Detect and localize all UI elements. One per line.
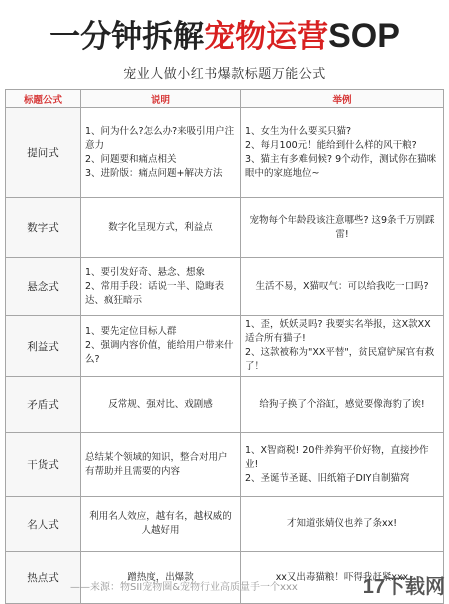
formula-type: 数字式	[6, 198, 81, 258]
formula-description	[81, 316, 241, 377]
formula-example	[241, 108, 444, 198]
example-line: 生活不易，X猫叹气：可以给我吃一口吗?	[255, 280, 429, 292]
table-row	[6, 316, 444, 377]
formula-description	[81, 377, 241, 433]
table-header-row	[6, 90, 444, 108]
table-row	[6, 198, 444, 258]
formula-example	[241, 316, 444, 377]
column-header: 说明	[81, 90, 241, 108]
formula-example	[241, 198, 444, 258]
site-watermark: 17下载网	[362, 576, 445, 598]
formula-description	[81, 258, 241, 316]
description-line: 1、要先定位目标人群	[85, 326, 177, 337]
formula-description	[81, 198, 241, 258]
source-footer: ——来源：物SII宠物圈&宠物行业高质量手一个xxx	[70, 582, 298, 593]
table-row	[6, 108, 444, 198]
formula-example	[241, 377, 444, 433]
page-title	[0, 14, 449, 59]
example-line: xx又出毒猫粮！吓得我赶紧xxx	[275, 571, 409, 583]
example-line: 宠物每个年龄段该注意哪些? 这9条千万别踩雷!	[249, 214, 435, 240]
example-line: 2、这款被称为"XX平替"，贫民窟铲屎官有救了！	[245, 347, 435, 372]
example-line: 2、圣诞节圣诞、旧纸箱子DIY自制猫窝	[245, 472, 410, 484]
formula-type: 矛盾式	[6, 377, 81, 433]
formula-type: 名人式	[6, 497, 81, 552]
description-line: 蹭热度，出爆款	[127, 571, 194, 583]
example-line: 3、猫主有多难伺候? 9个动作，测试你在猫咪眼中的家庭地位~	[245, 153, 437, 179]
description-line: 反常规、强对比、戏剧感	[108, 398, 213, 410]
description-line: 2、常用手段：话说一半、隐晦表达、疯狂暗示	[85, 280, 225, 306]
description-line: 3、进阶版：痛点问题+解决方法	[85, 167, 223, 179]
title-suffix: SOP	[328, 17, 400, 55]
description-line: 2、强调内容价值，能给用户带来什么?	[85, 340, 234, 365]
formula-type: 悬念式	[6, 258, 81, 316]
description-line: 总结某个领域的知识，整合对用户有帮助并且需要的内容	[85, 451, 228, 477]
formula-description	[81, 497, 241, 552]
formula-table	[5, 89, 444, 604]
formula-type: 热点式	[6, 552, 81, 604]
example-line: 才知道张婧仪也养了条xx!	[286, 518, 398, 529]
table-row	[6, 433, 444, 497]
example-line: 1、X智商税! 20件养狗平价好物，直接抄作业!	[245, 444, 429, 470]
example-line: 给狗子换了个浴缸，感觉要像海豹了诶!	[259, 398, 425, 410]
title-prefix: 一分钟拆解	[49, 19, 205, 55]
title-highlight: 宠物运营	[204, 19, 329, 55]
example-line: 2、每月100元！能给到什么样的风干粮?	[245, 139, 417, 151]
table-row	[6, 258, 444, 316]
description-line: 1、问为什么?怎么办?来吸引用户注意力	[85, 125, 235, 151]
column-header: 标题公式	[6, 90, 81, 108]
page-subtitle: 宠业人做小红书爆款标题万能公式	[123, 67, 326, 82]
description-line: 1、要引发好奇、悬念、想象	[85, 266, 206, 278]
example-line: 1、歪，妖妖灵吗? 我要实名举报，这X款XX适合所有猫子!	[245, 319, 431, 344]
description-line: 数字化呈现方式，利益点	[108, 221, 213, 233]
formula-description	[81, 108, 241, 198]
formula-example	[241, 258, 444, 316]
table-row	[6, 497, 444, 552]
formula-description	[81, 433, 241, 497]
formula-example	[241, 497, 444, 552]
formula-type: 干货式	[6, 433, 81, 497]
formula-type: 提问式	[6, 108, 81, 198]
table-row	[6, 377, 444, 433]
description-line: 2、问题要和痛点相关	[85, 153, 177, 165]
formula-example	[241, 433, 444, 497]
formula-type: 利益式	[6, 316, 81, 377]
description-line: 利用名人效应，越有名，越权威的人越好用	[89, 511, 232, 536]
example-line: 1、女生为什么要买只猫?	[245, 125, 352, 137]
column-header: 举例	[241, 90, 444, 108]
